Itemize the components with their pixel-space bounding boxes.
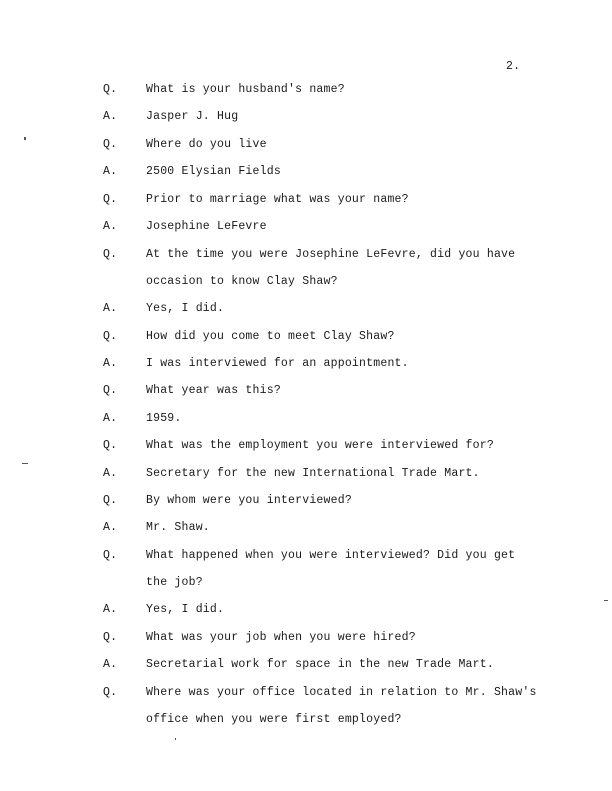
transcript-line [0, 108, 612, 126]
transcript-line [0, 218, 612, 236]
speaker-label: Q. [103, 549, 118, 562]
speaker-label: A. [103, 302, 118, 315]
speaker-label: A. [103, 603, 118, 616]
transcript-line [0, 656, 612, 674]
transcript-line [0, 684, 612, 702]
transcript-line [0, 601, 612, 619]
line-text: Yes, I did. [146, 302, 225, 315]
speaker-label: Q. [103, 494, 118, 507]
line-text: the job? [146, 576, 203, 589]
line-text: I was interviewed for an appointment. [146, 357, 409, 370]
transcript-line [0, 246, 612, 264]
speaker-label: Q. [103, 384, 118, 397]
transcript-line [0, 465, 612, 483]
line-text: Secretary for the new International Trade Mart. [146, 467, 480, 480]
transcript-line [0, 410, 612, 428]
speaker-label: A. [103, 110, 118, 123]
transcript-line [0, 382, 612, 400]
line-text: Jasper J. Hug [146, 110, 239, 123]
speaker-label: Q. [103, 193, 118, 206]
transcript-line [0, 191, 612, 209]
line-text: Secretarial work for space in the new Trade Mart. [146, 658, 494, 671]
transcript-line [0, 81, 612, 99]
transcript-line [0, 437, 612, 455]
transcript-line [0, 574, 612, 592]
speaker-label: A. [103, 357, 118, 370]
transcript-line [0, 711, 612, 729]
transcript-line [0, 492, 612, 510]
transcript-line [0, 273, 612, 291]
line-text: office when you were first employed? [146, 713, 402, 726]
speaker-label: A. [103, 521, 118, 534]
speaker-label: A. [103, 165, 118, 178]
line-text: How did you come to meet Clay Shaw? [146, 330, 395, 343]
speaker-label: Q. [103, 686, 118, 699]
transcript-line [0, 519, 612, 537]
scan-speck [24, 137, 26, 140]
speaker-label: Q. [103, 83, 118, 96]
line-text: What was your job when you were hired? [146, 631, 416, 644]
line-text: 1959. [146, 412, 182, 425]
transcript-line [0, 355, 612, 373]
transcript-line [0, 328, 612, 346]
line-text: Yes, I did. [146, 603, 225, 616]
speaker-label: Q. [103, 330, 118, 343]
line-text: Where do you live [146, 138, 267, 151]
speaker-label: A. [103, 467, 118, 480]
page-number: 2. [506, 60, 521, 73]
transcript-line [0, 163, 612, 181]
line-text: What is your husband's name? [146, 83, 345, 96]
line-text: By whom were you interviewed? [146, 494, 352, 507]
line-text: occasion to know Clay Shaw? [146, 275, 338, 288]
transcript-line [0, 629, 612, 647]
speaker-label: Q. [103, 439, 118, 452]
speaker-label: Q. [103, 248, 118, 261]
line-text: Where was your office located in relation to Mr. Shaw's [146, 686, 537, 699]
transcript-line [0, 136, 612, 154]
transcript-line [0, 547, 612, 565]
speaker-label: Q. [103, 138, 118, 151]
transcript-line [0, 300, 612, 318]
speaker-label: Q. [103, 631, 118, 644]
scan-speck [175, 738, 176, 740]
speaker-label: A. [103, 220, 118, 233]
line-text: Josephine LeFevre [146, 220, 267, 233]
line-text: What year was this? [146, 384, 281, 397]
line-text: At the time you were Josephine LeFevre, did you have [146, 248, 516, 261]
line-text: Mr. Shaw. [146, 521, 210, 534]
scan-speck [22, 463, 28, 464]
line-text: What was the employment you were interviewed for? [146, 439, 494, 452]
line-text: What happened when you were interviewed? Did you get [146, 549, 516, 562]
line-text: 2500 Elysian Fields [146, 165, 281, 178]
speaker-label: A. [103, 658, 118, 671]
speaker-label: A. [103, 412, 118, 425]
line-text: Prior to marriage what was your name? [146, 193, 409, 206]
scan-speck [604, 600, 608, 601]
